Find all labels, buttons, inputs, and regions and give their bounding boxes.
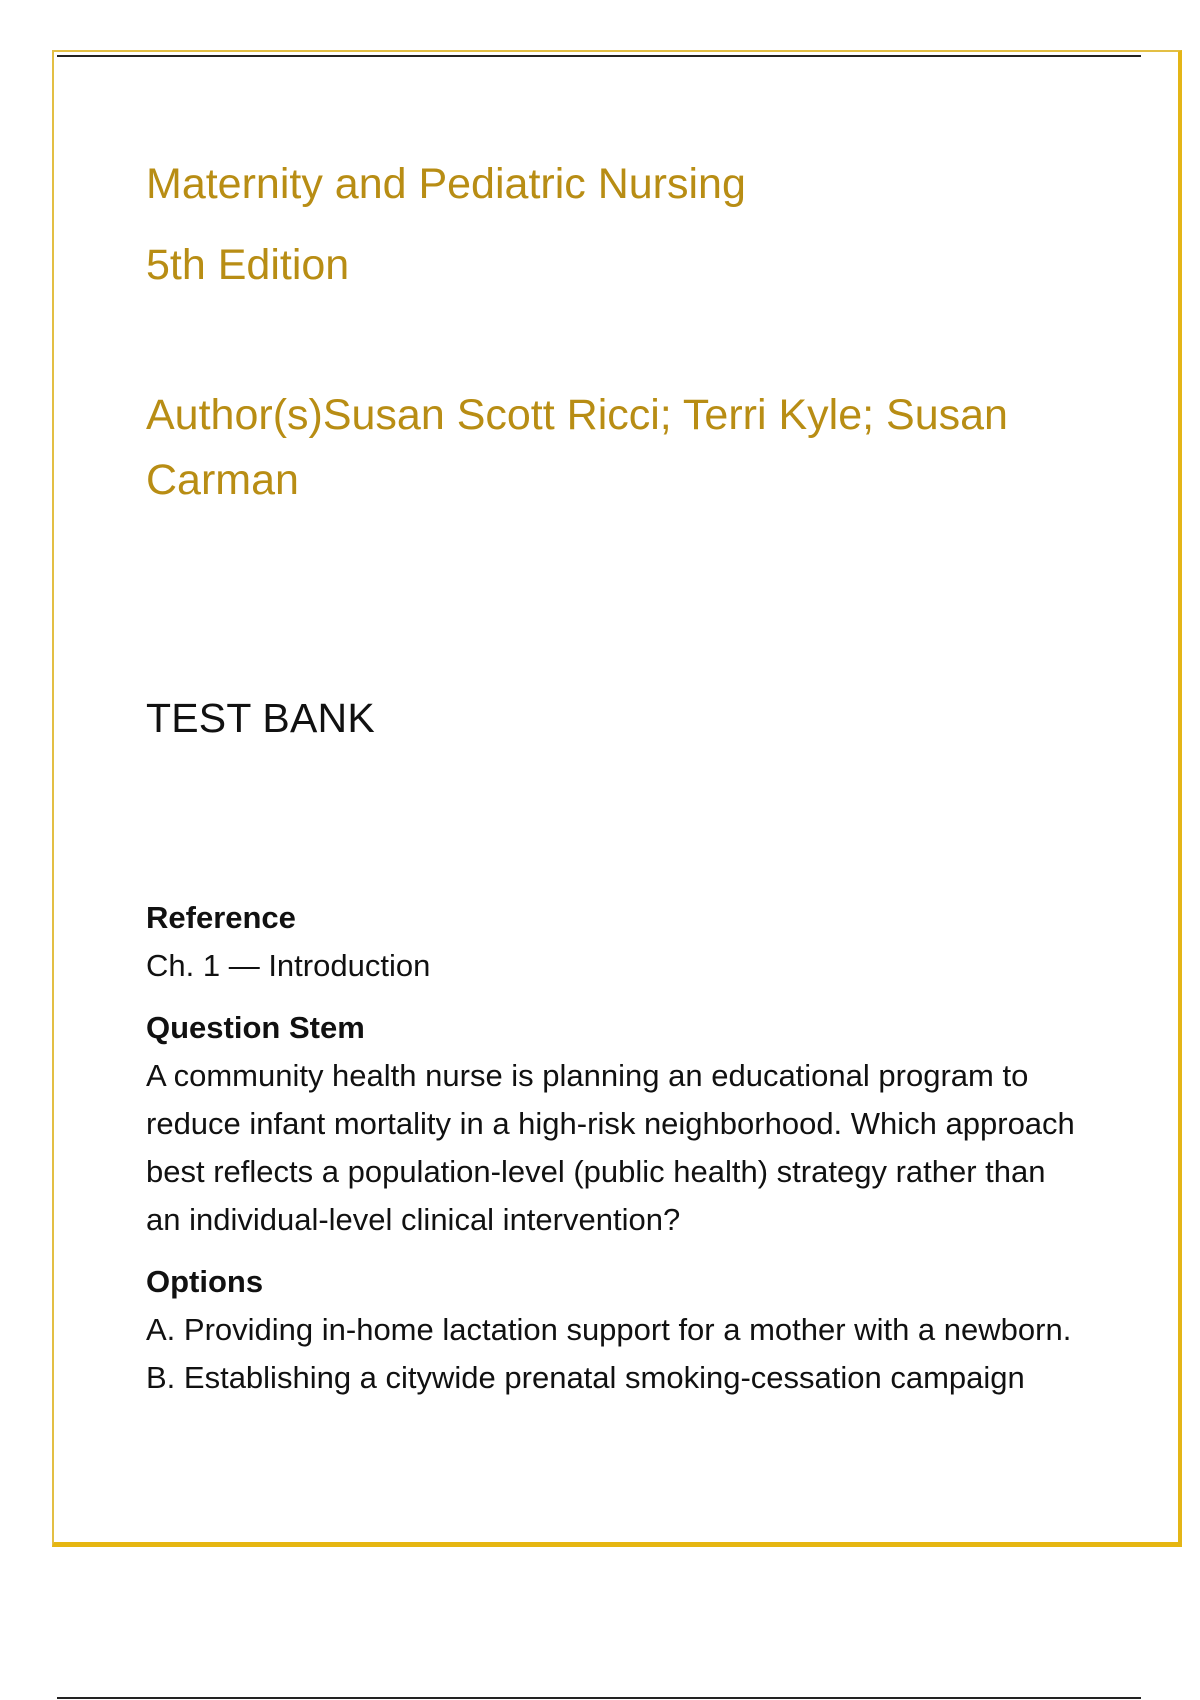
bottom-rule [57, 1697, 1141, 1699]
book-title: Maternity and Pediatric Nursing [146, 160, 746, 208]
spacer [146, 990, 1086, 1004]
reference-label: Reference [146, 900, 296, 935]
book-title-block [146, 144, 1066, 306]
options-label: Options [146, 1264, 264, 1299]
book-authors: Author(s)Susan Scott Ricci; Terri Kyle; Susan Carman [146, 391, 1008, 504]
question-stem: A community health nurse is planning an educational program to reduce infant mortality in a high-risk neighborhood. Which approach best reflects a population-level (public health) strategy rather than an individual-level clinical intervention? [146, 1058, 1075, 1237]
spacer [146, 1244, 1086, 1258]
option-a: A. Providing in-home lactation support for a mother with a newborn. [146, 1312, 1072, 1347]
question-block [146, 894, 1086, 1402]
document-type: TEST BANK [146, 695, 375, 741]
option-b: B. Establishing a citywide prenatal smoking-cessation campaign [146, 1360, 1025, 1395]
reference-value: Ch. 1 — Introduction [146, 948, 431, 983]
question-stem-label: Question Stem [146, 1010, 365, 1045]
book-edition: 5th Edition [146, 241, 350, 289]
